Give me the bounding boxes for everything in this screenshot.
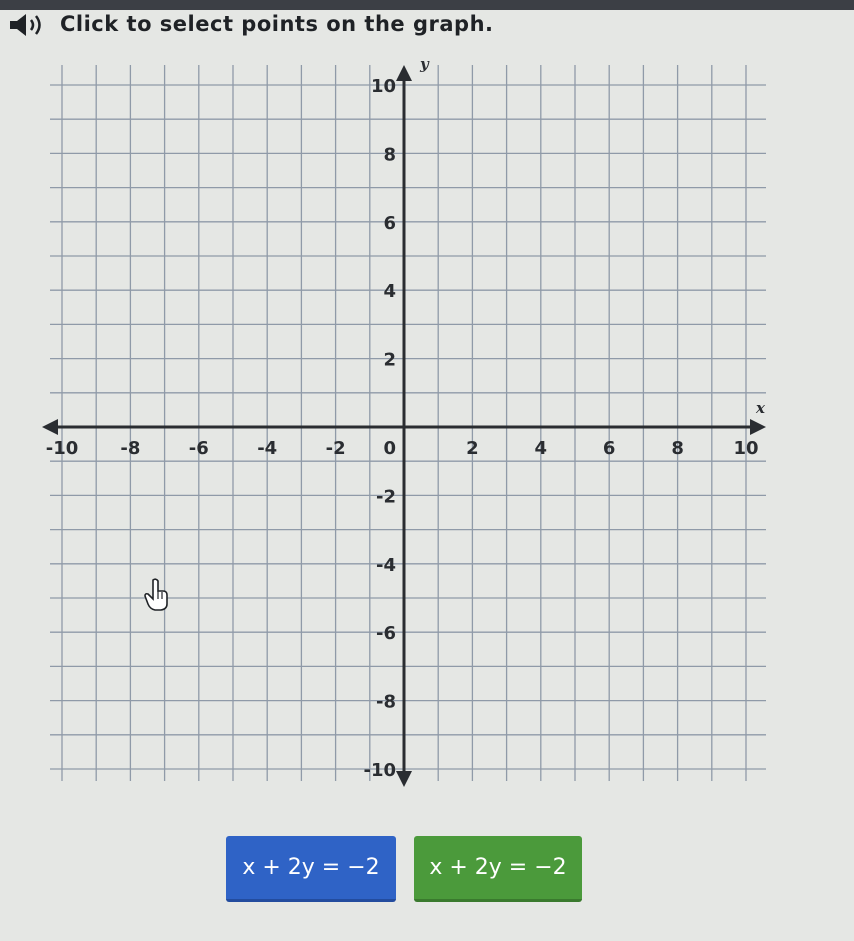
x-tick-label: -10 bbox=[45, 438, 79, 459]
x-axis-name: x bbox=[756, 399, 765, 417]
x-tick-label: 8 bbox=[671, 438, 684, 459]
y-axis-bottom-arrow bbox=[396, 771, 412, 787]
y-tick-label: -6 bbox=[376, 623, 396, 645]
x-tick-label: 6 bbox=[602, 438, 616, 459]
y-tick-label: 6 bbox=[383, 212, 396, 234]
x-tick-label: 10 bbox=[733, 438, 759, 459]
coordinate-graph[interactable] bbox=[0, 60, 854, 800]
instruction-text: Click to select points on the graph. bbox=[60, 12, 494, 36]
y-tick-label: -8 bbox=[376, 691, 396, 713]
equation-button-green-label: x + 2y = −2 bbox=[429, 855, 567, 880]
x-tick-label: 2 bbox=[466, 438, 479, 459]
y-tick-label: 4 bbox=[383, 281, 396, 303]
x-axis-right-arrow bbox=[750, 419, 766, 435]
x-tick-label: 4 bbox=[534, 438, 548, 459]
equation-button-blue-label: x + 2y = −2 bbox=[242, 855, 380, 880]
instruction-header bbox=[0, 10, 854, 40]
coordinate-plane[interactable] bbox=[0, 60, 854, 800]
y-tick-label: 2 bbox=[383, 349, 396, 371]
equation-button-blue[interactable] bbox=[226, 836, 396, 902]
y-tick-label: 10 bbox=[370, 76, 396, 97]
top-bar bbox=[0, 0, 854, 10]
x-tick-label: -6 bbox=[188, 438, 209, 459]
x-axis-left-arrow bbox=[42, 419, 58, 435]
y-tick-label: 8 bbox=[383, 144, 396, 166]
speaker-icon[interactable] bbox=[8, 12, 48, 38]
y-axis-name: y bbox=[420, 60, 429, 73]
equation-button-green[interactable] bbox=[414, 836, 582, 902]
x-tick-label: 0 bbox=[383, 438, 396, 459]
y-tick-label: -2 bbox=[376, 486, 396, 508]
hand-pointer-icon bbox=[143, 578, 173, 612]
y-axis-top-arrow bbox=[396, 65, 412, 81]
y-tick-label: -4 bbox=[376, 554, 396, 576]
x-tick-label: -2 bbox=[325, 438, 346, 459]
x-tick-label: -4 bbox=[257, 438, 278, 459]
x-tick-label: -8 bbox=[120, 438, 141, 459]
y-tick-label: -10 bbox=[363, 760, 396, 781]
